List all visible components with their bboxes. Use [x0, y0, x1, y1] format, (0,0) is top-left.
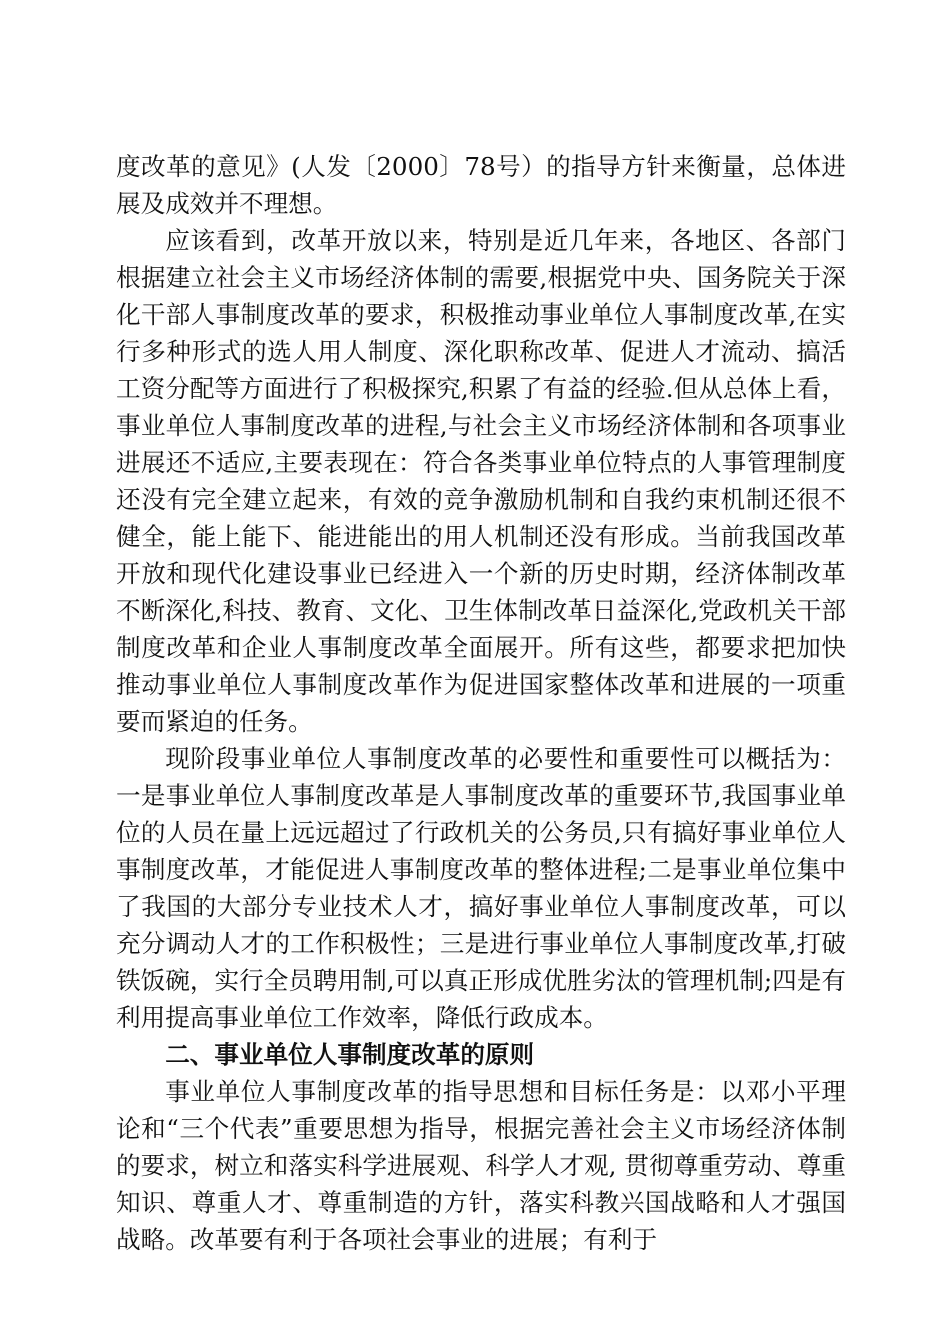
paragraph-continuation: 度改革的意见》(人发〔2000〕78号）的指导方针来衡量，总体进展及成效并不理想。 [116, 152, 846, 218]
paragraph-reform-background: 应该看到，改革开放以来，特别是近几年来，各地区、各部门根据建立社会主义市场经济体制的需要,根据党中央、国务院关于深化干部人事制度改革的要求，积极推动事业单位人事制度改革,在实行多种形式的选人用人制度、深化职称改革、促进人才流动、搞活工资分配等方面进行了积极探究,积累了有益的经验.但从总体上看，事业单位人事制度改革的进程,与社会主义市场经济体制和各项事业进展还不适应,主要表现在：符合各类事业单位特点的人事管理制度还没有完全建立起来，有效的竞争激励机制和自我约束机制还很不健全，能上能下、能进能出的用人机制还没有形成。当前我国改革开放和现代化建设事业已经进入一个新的历史时期，经济体制改革不断深化,科技、教育、文化、卫生体制改革日益深化,党政机关干部制度改革和企业人事制度改革全面展开。所有这些，都要求把加快推动事业单位人事制度改革作为促进国家整体改革和进展的一项重要而紧迫的任务。 [116, 226, 846, 736]
section-heading-principles: 二、事业单位人事制度改革的原则 [165, 1040, 535, 1069]
paragraph-guiding-ideology: 事业单位人事制度改革的指导思想和目标任务是：以邓小平理论和“三个代表”重要思想为指导，根据完善社会主义市场经济体制的要求，树立和落实科学进展观、科学人才观, 贯彻尊重劳动、尊重知识、尊重人才、尊重制造的方针，落实科教兴国战略和人才强国战略。改革要有利于各项社会事业的进展；有利于 [116, 1077, 846, 1254]
document-body [116, 148, 846, 1258]
paragraph-reform-necessity: 现阶段事业单位人事制度改革的必要性和重要性可以概括为：一是事业单位人事制度改革是人事制度改革的重要环节,我国事业单位的人员在量上远远超过了行政机关的公务员,只有搞好事业单位人事制度改革，才能促进人事制度改革的整体进程;二是事业单位集中了我国的大部分专业技术人才，搞好事业单位人事制度改革，可以充分调动人才的工作积极性；三是进行事业单位人事制度改革,打破铁饭碗，实行全员聘用制,可以真正形成优胜劣汰的管理机制;四是有利用提高事业单位工作效率，降低行政成本。 [116, 744, 846, 1032]
